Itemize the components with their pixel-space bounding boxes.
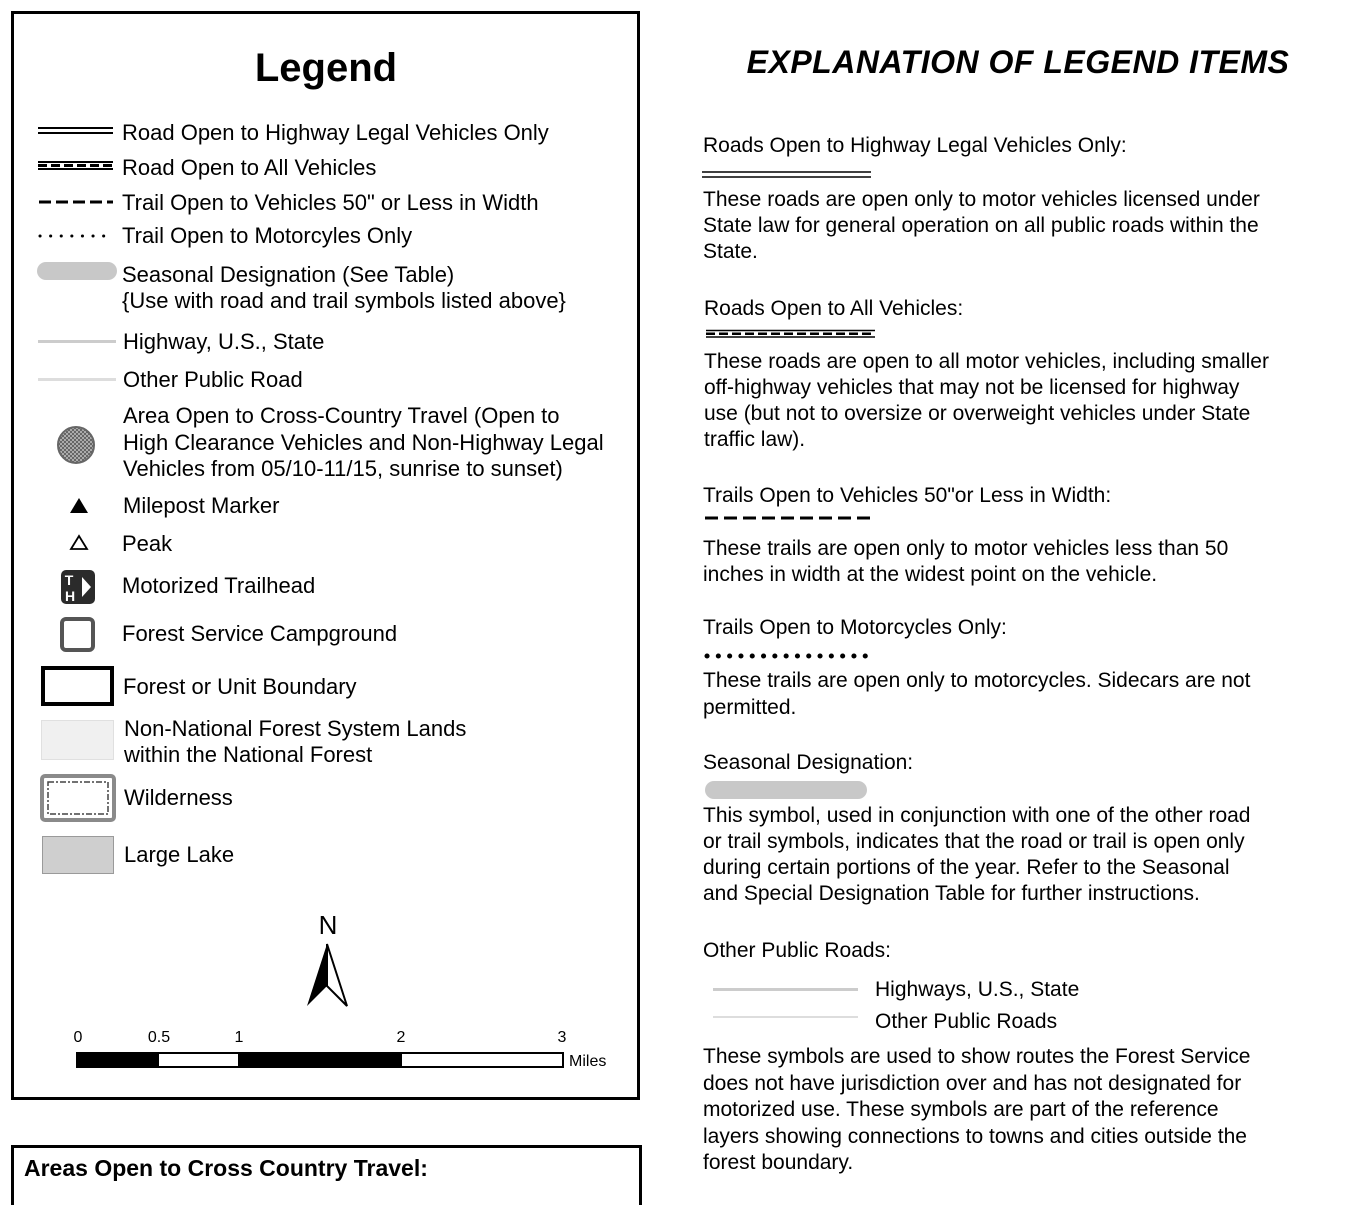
legend-item-boundary: Forest or Unit Boundary: [123, 674, 357, 699]
road-all-vehicles-symbol: [37, 160, 115, 172]
explanation-heading-highway-legal: Roads Open to Highway Legal Vehicles Only:: [703, 134, 1127, 157]
areas-title: Areas Open to Cross Country Travel:: [24, 1155, 428, 1181]
road-highway-legal-symbol: [37, 125, 115, 137]
milepost-marker-icon: [68, 497, 90, 515]
legend-item-milepost: Milepost Marker: [123, 493, 280, 518]
north-arrow-icon: [303, 942, 351, 1012]
explanation-heading-other-public: Other Public Roads:: [703, 939, 891, 962]
trails-50-line-symbol: [703, 514, 875, 522]
explanation-title: EXPLANATION OF LEGEND ITEMS: [746, 44, 1290, 80]
explanation-text-line: These trails are open only to motor vehicles less than 50: [703, 537, 1229, 560]
wilderness-symbol: [40, 774, 116, 822]
explanation-text-line: These trails are open only to motorcycles. Sidecars are not: [703, 669, 1251, 692]
explanation-text-line: layers showing connections to towns and cities outside the: [703, 1125, 1247, 1148]
explanation-text-line: This symbol, used in conjunction with one of the other road: [703, 804, 1251, 827]
scale-tick-label: 3: [557, 1029, 567, 1046]
explanation-text-line: off-highway vehicles that may not be licensed for highway: [704, 376, 1240, 399]
scale-bar: [76, 1050, 566, 1070]
legend-item-campground: Forest Service Campground: [122, 621, 398, 646]
legend-item-trail-50in: Trail Open to Vehicles 50" or Less in Width: [122, 190, 539, 215]
non-nfs-lands-symbol: [41, 720, 114, 760]
highway-symbol: [38, 340, 116, 343]
legend-title: Legend: [254, 46, 398, 90]
all-vehicles-line-symbol: [705, 329, 877, 339]
legend-item-non-nfs-line1: Non-National Forest System Lands: [124, 716, 467, 741]
explanation-heading-all-vehicles: Roads Open to All Vehicles:: [704, 297, 964, 320]
explanation-text-line: State.: [703, 240, 758, 263]
explanation-text-line: forest boundary.: [703, 1151, 854, 1174]
explanation-text-line: State law for general operation on all public roads within the: [703, 214, 1259, 237]
trailhead-letter-t: T: [64, 572, 74, 588]
explanation-text-line: motorized use. These symbols are part of the reference: [703, 1098, 1219, 1121]
highways-line-symbol: [713, 988, 858, 991]
explanation-text-line: use (but not to oversize or overweight vehicles under State: [704, 402, 1251, 425]
explanation-text-line: and Special Designation Table for further instructions.: [703, 882, 1200, 905]
other-roads-line-symbol: [713, 1016, 858, 1018]
motorcycles-line-symbol: [703, 651, 875, 661]
scale-tick-label: 0: [73, 1029, 83, 1046]
legend-item-other-public-road: Other Public Road: [123, 367, 303, 392]
trailhead-letter-h: H: [64, 588, 76, 604]
motorized-trailhead-icon: [60, 569, 96, 605]
explanation-sub-other-roads: Other Public Roads: [875, 1010, 1058, 1033]
explanation-text-line: These symbols are used to show routes the Forest Service: [703, 1045, 1251, 1068]
scale-tick-label: 0.5: [147, 1029, 171, 1046]
explanation-heading-seasonal: Seasonal Designation:: [703, 751, 914, 774]
explanation-text-line: permitted.: [703, 696, 797, 719]
cross-country-area-icon: [55, 424, 97, 466]
legend-item-trail-motorcycle: Trail Open to Motorcyles Only: [122, 223, 413, 248]
legend-item-non-nfs-line2: within the National Forest: [124, 742, 373, 767]
explanation-text-line: traffic law).: [704, 428, 806, 451]
trail-motorcycle-symbol: [37, 231, 115, 241]
forest-boundary-symbol: [41, 666, 114, 706]
legend-item-seasonal-line1: Seasonal Designation (See Table): [122, 262, 455, 287]
legend-item-area-line3: Vehicles from 05/10-11/15, sunrise to sunset): [123, 456, 563, 481]
seasonal-designation-symbol: [37, 262, 117, 280]
legend-item-peak: Peak: [122, 531, 173, 556]
trail-50in-symbol: [37, 197, 115, 207]
explanation-text-line: does not have jurisdiction over and has not designated for: [703, 1072, 1242, 1095]
explanation-sub-highways: Highways, U.S., State: [875, 978, 1080, 1001]
seasonal-line-symbol: [705, 781, 867, 799]
large-lake-symbol: [42, 836, 114, 874]
explanation-text-line: inches in width at the widest point on the vehicle.: [703, 563, 1158, 586]
legend-item-highway: Highway, U.S., State: [123, 329, 325, 354]
explanation-heading-trails-50: Trails Open to Vehicles 50"or Less in Width:: [703, 484, 1112, 507]
scale-tick-label: 1: [234, 1029, 244, 1046]
explanation-text-line: or trail symbols, indicates that the road or trail is open only: [703, 830, 1245, 853]
legend-item-trailhead: Motorized Trailhead: [122, 573, 316, 598]
legend-item-road-highway-legal: Road Open to Highway Legal Vehicles Only: [122, 120, 549, 145]
scale-tick-label: 2: [396, 1029, 406, 1046]
scale-unit: Miles: [569, 1053, 607, 1070]
legend-item-seasonal-line2: {Use with road and trail symbols listed above}: [122, 288, 566, 313]
legend-item-large-lake: Large Lake: [124, 842, 235, 867]
legend-item-wilderness: Wilderness: [124, 785, 233, 810]
legend-item-area-line2: High Clearance Vehicles and Non-Highway Legal: [123, 430, 604, 455]
north-label: N: [318, 910, 338, 940]
explanation-text-line: These roads are open to all motor vehicles, including smaller: [704, 350, 1269, 373]
explanation-heading-motorcycles: Trails Open to Motorcycles Only:: [703, 616, 1007, 639]
highway-legal-line-symbol: [701, 170, 873, 180]
legend-item-road-all-vehicles: Road Open to All Vehicles: [122, 155, 377, 180]
explanation-text-line: These roads are open only to motor vehicles licensed under: [703, 188, 1260, 211]
campground-icon: [59, 616, 97, 654]
legend-item-area-line1: Area Open to Cross-Country Travel (Open to: [123, 403, 560, 428]
explanation-text-line: during certain portions of the year. Refer to the Seasonal: [703, 856, 1230, 879]
peak-icon: [68, 534, 90, 552]
other-public-road-symbol: [38, 378, 116, 381]
